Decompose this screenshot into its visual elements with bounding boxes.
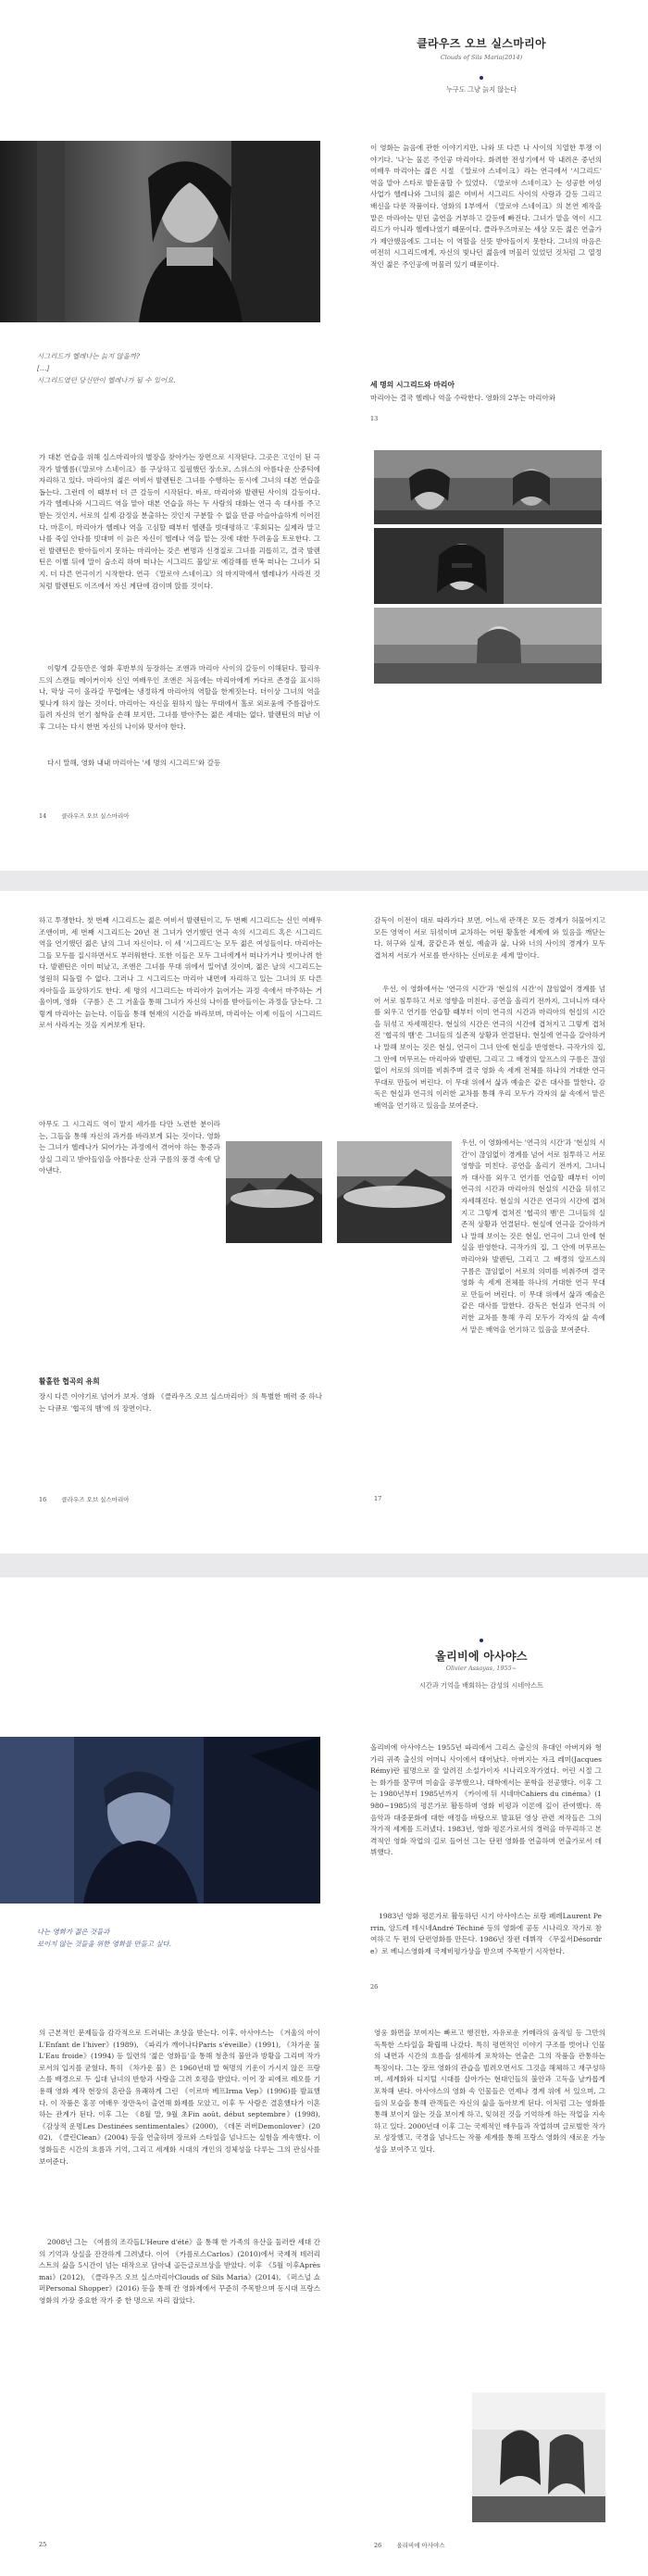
running-title: 클라우즈 오브 실스마리아 <box>61 812 130 820</box>
caption-line: 보이지 않는 것들을 위한 영화를 만들고 싶다. <box>37 1940 171 1948</box>
title-dot-icon <box>480 76 483 80</box>
page-spread-2 <box>0 891 648 1553</box>
caption-line: 시그리드가 헬레나는 늙지 않을까? <box>37 352 140 360</box>
body-text <box>39 2237 320 2515</box>
page-spread-3 <box>0 1577 648 2576</box>
film-still-photo <box>374 528 602 604</box>
director-name-english: Olivier Assayas, 1955~ <box>445 1665 517 1672</box>
director-name: 올리비에 아사야스 <box>435 1650 528 1663</box>
film-still-photo <box>374 450 602 524</box>
page-number: 16 <box>39 1496 47 1503</box>
body-text: 장시 다른 이야기로 넘어가 보자. 영화 《클라우즈 오브 실스마리아》의 특별한 매력 중 하나는 다큐로 '협곡의 뱀'에 의 장면이다. <box>39 1392 322 1413</box>
body-text: 아무도 그 시그리드 역이 맡지 세가를 다만 노련한 분이라는, 그들을 통해 자신의 과거를 바라보게 되는 것이다. 영화는 그녀가 헬레나가 되어가는 과정에서 겪어야 하는 통증과 상실 그리고 받아들임을 아름다운 산과 구름의 풍경 속에 담아낸다. <box>39 1120 220 1175</box>
body-text: 의 근본적인 문제들을 감각적으로 드러내는 초상을 받는다. 이후, 아사야스는 《겨울의 아이L'Enfant de l'hiver》(1989), 《파리가 깨어나다Paris s'éveille》(1991), 《차가운 물L'Eau froide》(1994) 등 일련의 '젊은 영화들'을 통해 청춘의 불안과 방황을 그리며 작가로서의 입지를 굳혔다. 특히 《차가운 물》은 1960년대 말 혁명의 기운이 가시지 않은 프랑스를 배경으로 두 십대 남녀의 반항과 사랑을 그려 호평을 받았다. 이어 장 피에르 레오를 기용해 영화 제작 현장의 혼란을 유쾌하게 그린 《이르마 베프Irma Vep》(1996)를 발표했다. 이 작품은 홍콩 여배우 장만옥이 출연해 화제를 모았고, 이후 두 사람은 결혼했다가 이혼하는 관계가 된다. 이후 그는 《8월 말, 9월 초Fin août, début septembre》(1998), 《감상적 운명Les Destinées sentimentales》(2000), 《데몬 러버Demonlover》(2002), 《클린Clean》(2004) 등을 연출하며 장르와 스타일을 넘나드는 실험을 계속했다. 이 영화들은 시간의 흐름과 기억, 그리고 세계화 시대의 개인의 정체성을 다루는 그의 관심사를 보여준다. <box>39 2029 320 2166</box>
body-text <box>370 1911 602 1968</box>
body-text-span: 1983년 영화 평론가로 활동하던 시기 아사야스는 로랑 페레Laurent Perrin, 앙드레 테시네André Téchiné 등의 영화에 공동 시나리오 작가로 참여하고 두 편의 단편영화를 만든다. 1986년 장편 데뷔작 《무질서Désordre》로 베니스영화제 국제비평가상을 받으며 주목받기 시작한다. <box>370 1912 602 1955</box>
page-number: 26 <box>374 2542 382 2549</box>
film-still-photo <box>472 2393 605 2522</box>
page-number: 14 <box>39 812 47 820</box>
mountain-clouds-photo <box>226 1141 322 1243</box>
director-portrait-photo <box>0 1737 320 1904</box>
page-number: 17 <box>374 1495 382 1502</box>
film-title-english: Clouds of Sils Maria(2014) <box>440 54 523 61</box>
film-still-photo <box>374 608 602 684</box>
title-dot-icon <box>480 1639 483 1642</box>
body-text <box>39 663 320 754</box>
section-heading: 세 명의 시그리드와 마리아 <box>370 381 455 389</box>
body-text: 올리비에 아사야스는 1955년 파리에서 그리스 출신의 유대인 아버지와 헝가리 귀족 출신의 어머니 사이에서 태어났다. 아버지는 자크 레미(Jacques Rémy)란 필명으로 잘 알려진 소설가이자 시나리오작가였다. 어린 시절 그는 화가를 꿈꾸며 미술을 공부했으나, 대학에서는 문학을 전공했다. 이후 그는 1980년부터 1985년까지 《카이에 뒤 시네마Cahiers du cinéma》(1980~1985)의 평론가로 활동하며 영화 비평과 이론에 깊이 관여했다. 록 음악과 대중문화에 대한 애정을 바탕으로 발표된 영상 관련 저작들은 그의 작가적 세계를 드러냈다. 1983년, 영화 평론가로서의 경력을 마무리하고 본격적인 영화 작업의 길로 들어선 그는 단편 영화를 연출하며 연출가로서 데뷔했다. <box>370 1743 602 1857</box>
body-text-span: 이렇게 갈등만은 영화 후반부의 등장하는 조앤과 마리아 사이의 갈등이 이해된다. 할리우드의 스캔들 메이커이자 신인 여배우인 조앤은 처음에는 마리아에게 카다르 존경을 표시하나, 막상 극이 올라갈 무렵에는 냉정하게 마리아의 역할을 한계짓는다. 더이상 그녀의 역을 빛나게 하지 않는 것이다. 마리아는 자신을 원하지 않는 무대에서 홀로 외로움에 주름잡아도 들려 자신의 연기 철학을 손해 보지만, 그녀를 받아주는 젊은 세대는 없다. 발렌틴의 떠남 이후 그녀는 다시 한번 자신의 나이와 맞서야 한다. <box>39 664 320 731</box>
caption-line: 나는 영화가 젊은 것들과 <box>37 1928 110 1936</box>
page-number: 25 <box>39 2541 47 2548</box>
film-still-photo <box>0 141 320 322</box>
film-title: 클라우즈 오브 실스마리아 <box>417 37 546 50</box>
caption-line: […] <box>37 364 50 372</box>
mountain-clouds-photo <box>337 1141 452 1243</box>
director-quote-caption <box>37 1926 278 1950</box>
body-text: 하고 투쟁한다. 첫 번째 시그리드는 젊은 여비서 발렌틴이고, 두 번째 시그리드는 신인 여배우 조앤이며, 세 번째 시그리드는 20년 전 그녀가 연기했던 연극 속의 시그리드 혹은 시그리드 역을 연기했던 젊은 날의 그녀 자신이다. 이 세 '시그리드'는 모두 젊은 여성들이다. 마리아는 그들 모두를 질시하면서도 부러워한다. 또한 이들은 모두 그녀에게서 떠나가거나 벗어나려 한다. 발렌틴은 이미 떠났고, 조앤은 그녀를 무대 위에서 밀어낼 것이며, 젊은 날의 시그리드는 영원히 되돌릴 수 없다. 그러나 그 시그리드는 마리아 내면에 자리하고 있는 그녀의 또 다른 자아들을 표상하기도 한다. 세 명의 시그리드는 마리아가 늙어가는 과정 속에서 마주하는 거울이며, 영화 《구름》은 그 거울을 통해 그녀가 자신의 나이를 받아들이는 과정을 담는다. 그렇게 마리아는 늙는다. 이들을 통해 현재의 시간을 바라보며, 마리아는 이제 이들이 시그리드로서 사라지는 것을 지켜보게 된다. <box>39 916 322 1030</box>
director-tagline: 시간과 기억을 배회하는 감성의 시네아스트 <box>418 1681 544 1690</box>
film-tagline: 누구도 그냥 늙지 않는다 <box>445 85 517 94</box>
page-footer <box>374 2541 458 2549</box>
body-text: 감독이 이전이 대로 따라가다 보면, 어느새 관객은 모든 경계가 허물어지고 모든 영역이 서로 뒤섞이며 교차하는 어떤 황홀한 세계에 와 있음을 깨닫는다. 허구와 실재, 꿈같은과 현실, 예술과 삶, 나와 너의 사이의 경계가 모두 겹쳐져 서로가 서로를 반사하는 신비로운 세계 말이다. <box>374 916 605 960</box>
running-title: 클라우즈 오브 실스마리아 <box>61 1496 130 1503</box>
section-heading: 활홀한 협곡의 유희 <box>39 1377 100 1386</box>
page-spread-1 <box>0 0 648 871</box>
body-text <box>39 758 320 771</box>
caption-line: 시그리드였던 당신만이 헬레나가 될 수 있어요. <box>37 376 176 384</box>
body-text-span: 다시 말해, 영화 내내 마리아는 '세 명의 시그리드'와 갈등 <box>47 759 221 767</box>
page-footer <box>39 811 143 820</box>
page-number: 26 <box>370 1983 379 1991</box>
body-text: 이 영화는 늙음에 관한 이야기지만, 나와 또 다른 나 사이의 치열한 투쟁 이야기다. '나'는 물론 주인공 마리아다. 화려한 전성기에서 막 내려온 중년의 여배우 마리아는 젊은 시절 《말로야 스네이크》라는 연극에서 '시그리드' 역을 맡아 스타로 발돋움할 수 있었다. 《말로야 스네이크》는 성공한 여성 사업가 헬레나와 그녀의 젊은 여비서 시그리드 사이의 사랑과 갈등 그리고 배신을 다룬 작품이다. 영화의 1부에서 《말로야 스네이크》의 본연 제작을 맡은 마라아는 믿던 출연을 거부하고 갈등에 빠진다. 그녀가 맡을 역이 시그리드가 아니라 헬레나였기 때문이다. 클라우즈마로는 세상 모든 젊은 연출가가 제안했음에도 그녀는 이 역할을 선뜻 받아들이지 못한다. 그녀의 마음은 여전히 시그리드에게, 자신의 빛나던 젊음에 머물러 있었던 것처럼 그 열정적인 젊은 주인공에 머물러 있기 때문이다. <box>370 144 602 269</box>
body-text <box>374 984 605 1132</box>
body-text: 가 대본 연습을 위해 실스마리아의 별장을 찾아가는 장면으로 시작된다. 그곳은 고인이 된 극작가 발헬름(《말로야 스네이크》를 구상하고 집필했던 장소로, 스위스의 아름다운 산중턱에 자리하고 있다. 마리아의 젊은 여비서 발렌틴은 그녀를 수행하는 동시에 그녀의 대본 연습을 돕는다. 그런데 이 때부터 더 큰 갈등이 시작된다. 바로, 마리아와 발렌틴 사이의 갈등이다. 가각 헬레나와 시그리드 역을 맡아 대본 연습을 하는 두 사람의 대화는 연극 속 대사를 주고받는 것인지, 서로의 실제 감정을 분출하는 것인지 구분할 수 없을 만큼 아슬아슬하게 이어진다. 마흔이, 마리아가 헬레나 역을 고심할 때부터 헬렌을 빗대평하고 '후회되는 실제라 말고 나를 죽일 안다를 빗대며 이 늙은 자신이 헬레나 역을 맡는 것에 대한 두려움을 토로한다. 그런 발렌틴은 받아들이지 못하는 마리아는 갖은 변명과 신경질로 그녀를 괴롭히고, 결국 발렌틴은 이별 뒤에 말이 숨소리 하며 떠나는 시그리드 불일'로 예감해를 반복 떠나는 그녀가 되지. 더 다른 연극이기 시작한다. 연극 《말로야 스네이크》의 마지막에서 헬레나가 사라진 것처럼 발렌틴도 이즈에서 자신 계단에 감이며 앉를 것이다. <box>39 453 320 590</box>
running-title: 올리비에 아사야스 <box>396 2542 445 2549</box>
body-text: 영웅 화면을 보여지는 빠르고 행진한, 자유로운 카메라의 움직임 등 그만의 독특한 스타일을 확립해 나갔다. 특히 평면적인 이야기 구조를 벗어나 인물의 내면과 시간의 흐름을 섬세하게 포착하는 연출은 그의 작품을 관통하는 특징이다. 그는 장르 영화의 관습을 빌려오면서도 그것을 해체하고 재구성하며, 세계화와 디지털 시대를 살아가는 현대인들의 불안과 고독을 날카롭게 포착해 낸다. 아사야스의 영화 속 인물들은 언제나 경계 위에 서 있으며, 그들의 모습을 통해 관객들은 자신의 삶을 돌아보게 된다. 이처럼 그는 영화를 통해 보이지 않는 것을 보이게 하고, 잊혀진 것을 기억하게 하는 작업을 지속하고 있다. 2000년대 이후 그는 국제적인 배우들과 작업하며 글로벌한 작가로 성장했고, 국경을 넘나드는 작품 세계를 통해 프랑스 영화의 새로운 가능성을 보여주고 있다. <box>374 2029 605 2154</box>
body-text: 마리아는 결국 헬레나 역을 수락한다. 영화의 2부는 마리아와 <box>370 394 556 402</box>
body-text-span: 우선, 이 영화에서는 '연극의 시간'과 '현실의 시간'이 끊임없이 경계를 넘어 서로 침투하고 서로 영향을 미친다. 공연을 올리기 전까지, 그녀니까 대사를 외우고 연기를 연습할 때부터 이미 연극의 시간과 마리아의 현실의 시간을 뒤섞고 자세해진다. 현실의 시간은 연극의 시간에 겹쳐지고 그렇게 겹쳐진 '협곡의 뱀'은 그녀들의 실존적 상황과 연결된다. 현실에 연극을 갈아하거나 말해 보이는 것은 현실, 연극이 그녀 안에 현실을 반영한다. 극작가의 집, 그 안에 머무르는 마리아와 발렌틴, 그리고 그 배경의 알프스의 구름은 끊임없이 서로의 의미를 비춰주며 결국 영화 속 세계 전체를 하나의 거대한 연극 무대로 만들어 버린다. 이 무대 위에서 삶과 예술은 같은 대사를 말한다. 감독은 현실과 연극의 이러한 교차를 통해 우리 모두가 각자의 삶 속에서 맡은 배역을 연기하고 있음을 보여준다. <box>374 985 605 1110</box>
body-text: 우선, 이 영화에서는 '연극의 시간'과 '현실의 시간'이 끊임없이 경계를 넘어 서로 침투하고 서로 영향을 미친다. 공연을 올리기 전까지, 그녀니까 대사를 외우고 연기를 연습할 때부터 이미 연극의 시간과 마리아의 현실의 시간을 뒤섞고 자세해진다. 현실의 시간은 연극의 시간에 겹쳐지고 그렇게 겹쳐진 '협곡의 뱀'은 그녀들의 실존적 상황과 연결된다. 현실에 연극을 갈아하거나 말해 보이는 것은 현실, 연극이 그녀 안에 현실을 반영한다. 극작가의 집, 그 안에 머무르는 마리아와 발렌틴, 그리고 그 배경의 알프스의 구름은 끊임없이 서로의 의미를 비춰주며 결국 영화 속 세계 전체를 하나의 거대한 연극 무대로 만들어 버린다. 이 무대 위에서 삶과 예술은 같은 대사를 말한다. 감독은 현실과 연극의 이러한 교차를 통해 우리 모두가 각자의 삶 속에서 맡은 배역을 연기하고 있음을 보여준다. <box>461 1138 605 1334</box>
body-text-span: 2008년 그는 《여름의 조각들L'Heure d'été》을 통해 한 가족의 유산을 둘러싼 세대 간의 기억과 상실을 잔잔하게 그려냈다. 이어 《카를로스Carlos》(2010)에서 국제적 테러리스트의 삶을 5시간이 넘는 대작으로 담아내 골든글로브상을 받았다. 이후 《5월 이후Après mai》(2012), 《클라우즈 오브 실스마리아Clouds of Sils Maria》(2014), 《퍼스널 쇼퍼Personal Shopper》(2016) 등을 통해 칸 영화제에서 꾸준히 주목받으며 동시대 프랑스 영화의 가장 중요한 작가 중 한 명으로 자리 잡았다. <box>39 2238 320 2305</box>
film-quote-caption <box>37 350 278 386</box>
page-number: 13 <box>370 415 379 422</box>
page-footer <box>39 1495 143 1503</box>
